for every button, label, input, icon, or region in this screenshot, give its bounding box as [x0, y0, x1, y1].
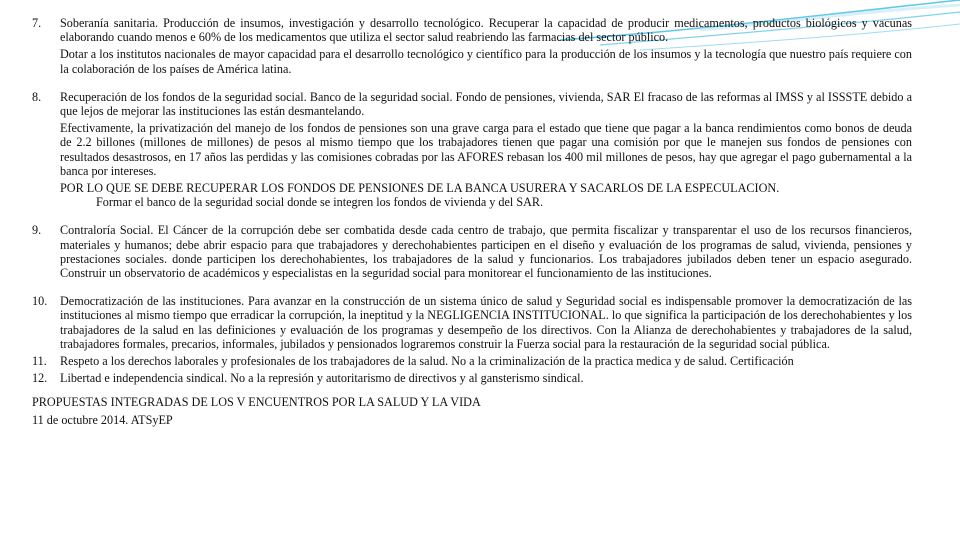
item-paragraph: Dotar a los institutos nacionales de mayor capacidad para el desarrollo tecnológico y científico para la producción de los insumos y la tecnología que nuestro país requiere con la colaboración de los países de América latina. — [60, 47, 912, 76]
list-item-9 — [32, 223, 912, 280]
list-item-12 — [32, 371, 912, 385]
footer — [32, 395, 912, 426]
list-item-11 — [32, 354, 912, 368]
item-number: 9. — [32, 223, 42, 238]
item-paragraph: Respeto a los derechos laborales y profesionales de los trabajadores de la salud. No a la criminalización de la practica medica y de salud. Certificación — [60, 354, 794, 369]
slide-content — [32, 16, 912, 427]
item-number: 8. — [32, 89, 42, 104]
footer-title: PROPUESTAS INTEGRADAS DE LOS V ENCUENTROS POR LA SALUD Y LA VIDA — [32, 395, 481, 410]
list-item-8 — [32, 90, 912, 210]
item-number: 11. — [32, 354, 47, 369]
item-paragraph: Recuperación de los fondos de la seguridad social. Banco de la seguridad social. Fondo de pensiones, vivienda, SAR El fracaso de las reformas al IMSS y al ISSSTE debido a que lejos de mejorar las instituciones las están desmantelando. — [60, 89, 912, 119]
item-number: 7. — [32, 16, 42, 30]
item-paragraph: Efectivamente, la privatización del manejo de los fondos de pensiones son una grave carga para el estado que tiene que pagar a la banca rendimientos como bonos de deuda de 2.2 billones (millones de millones) de pesos al mismo tiempo que los trabajadores tienen que pagar una comisión por que le manejen sus fondos de pensiones con resultados desastrosos, en 17 años las perdidas y las comisiones cobradas por las AFORES rebasan los 400 mil millones de pesos, hay que agregar el pago gubernamental a la banca por intereses. — [60, 121, 912, 178]
item-paragraph-uppercase: POR LO QUE SE DEBE RECUPERAR LOS FONDOS DE PENSIONES DE LA BANCA USURERA Y SACARLOS DE LA ESPECULACION. — [60, 181, 780, 196]
item-paragraph: Formar el banco de la seguridad social donde se integren los fondos de vivienda y del SAR. — [96, 195, 544, 210]
list-item-7 — [32, 16, 912, 76]
item-paragraph: Contraloría Social. El Cáncer de la corrupción debe ser combatida desde cada centro de trabajo, que permita fiscalizar y transparentar el uso de los recursos financieros, materiales y humanos; debe abrir espacio para que trabajadores y derechohabientes participen en el diseño y evaluación de los programas de salud, vivienda, pensiones y prestaciones sociales. donde participen los derechohabientes, los trabajadores de la salud y funcionarios. Los trabajadores jubilados deben tener un espacio asegurado. Construir un observatorio de académicos y especialistas en la seguridad social para monitorear el funcionamiento de las instituciones. — [60, 223, 912, 281]
item-number: 12. — [32, 371, 48, 386]
item-paragraph: Democratización de las instituciones. Para avanzar en la construcción de un sistema único de salud y Seguridad social es indispensable promover la democratización de las instituciones al mismo tiempo que erradicar la corrupción, la ineptitud y la NEGLIGENCIA INSTITUCIONAL. lo que significa la participación de los derechohabientes y los trabajadores de la salud en las definiciones y evaluación de los programas y desempeño de los directivos. Con la Alianza de derechohabientes y trabajadores de la salud, trabajadores formales, precarios, informales, jubilados y pensionados lograremos construir la Fuerza social para la restauración de la seguridad social pública. — [60, 294, 912, 351]
footer-date: 11 de octubre 2014. ATSyEP — [32, 412, 173, 427]
item-number: 10. — [32, 294, 48, 309]
item-paragraph: Libertad e independencia sindical. No a la represión y autoritarismo de directivos y al gansterismo sindical. — [60, 371, 584, 386]
item-paragraph: Soberanía sanitaria. Producción de insumos, investigación y desarrollo tecnológico. Recuperar la capacidad de producir medicamentos, productos biológicos y vacunas elaborando cuando menos e 60% de los medicamentos que utiliza el sector salud reabriendo las farmacias del sector público. — [60, 16, 912, 45]
list-item-10 — [32, 294, 912, 351]
